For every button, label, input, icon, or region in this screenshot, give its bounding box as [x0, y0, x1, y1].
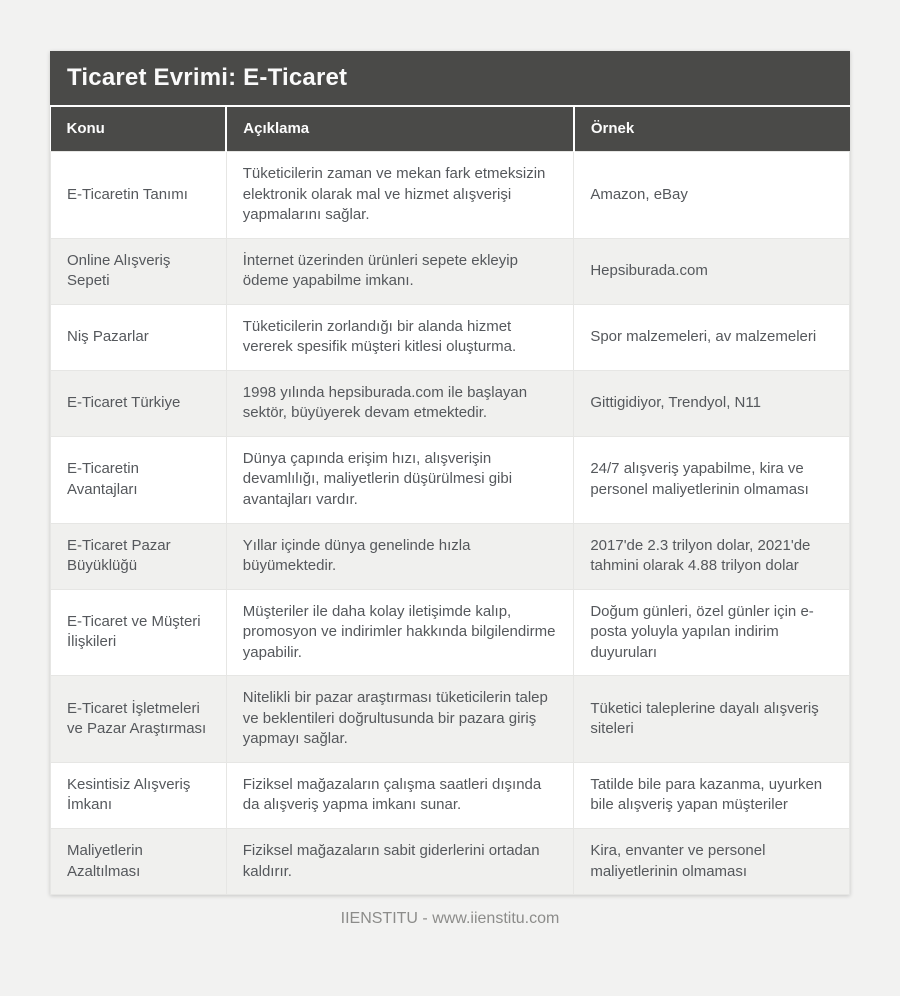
column-header-ornek: Örnek — [574, 107, 850, 152]
table-row — [51, 589, 850, 676]
table-row — [51, 676, 850, 763]
description-cell: Fiziksel mağazaların sabit giderlerini ortadan kaldırır. — [226, 829, 574, 895]
table-row — [51, 370, 850, 436]
topic-cell: E-Ticaret İşletmeleri ve Pazar Araştırması — [51, 676, 227, 763]
example-cell: Spor malzemeleri, av malzemeleri — [574, 304, 850, 370]
example-cell: Amazon, eBay — [574, 152, 850, 239]
topic-cell: E-Ticaret ve Müşteri İlişkileri — [51, 589, 227, 676]
topic-cell: E-Ticaretin Avantajları — [51, 436, 227, 523]
description-cell: Müşteriler ile daha kolay iletişimde kalıp, promosyon ve indirimler hakkında bilgilendirme yapabilir. — [226, 589, 574, 676]
example-cell: Gittigidiyor, Trendyol, N11 — [574, 370, 850, 436]
column-header-konu: Konu — [51, 107, 227, 152]
table-body — [51, 152, 850, 895]
example-cell: 2017'de 2.3 trilyon dolar, 2021'de tahmini olarak 4.88 trilyon dolar — [574, 523, 850, 589]
commerce-table — [50, 107, 850, 895]
description-cell: Yıllar içinde dünya genelinde hızla büyümektedir. — [226, 523, 574, 589]
topic-cell: Online Alışveriş Sepeti — [51, 238, 227, 304]
column-header-aciklama: Açıklama — [226, 107, 574, 152]
example-cell: Doğum günleri, özel günler için e-posta yoluyla yapılan indirim duyuruları — [574, 589, 850, 676]
description-cell: 1998 yılında hepsiburada.com ile başlayan sektör, büyüyerek devam etmektedir. — [226, 370, 574, 436]
topic-cell: Maliyetlerin Azaltılması — [51, 829, 227, 895]
card-title: Ticaret Evrimi: E-Ticaret — [50, 51, 850, 107]
table-row — [51, 238, 850, 304]
example-cell: 24/7 alışveriş yapabilme, kira ve personel maliyetlerinin olmaması — [574, 436, 850, 523]
description-cell: Fiziksel mağazaların çalışma saatleri dışında da alışveriş yapma imkanı sunar. — [226, 762, 574, 828]
table-row — [51, 523, 850, 589]
example-cell: Hepsiburada.com — [574, 238, 850, 304]
description-cell: Tüketicilerin zorlandığı bir alanda hizmet vererek spesifik müşteri kitlesi oluşturma. — [226, 304, 574, 370]
table-header — [51, 107, 850, 152]
table-row — [51, 304, 850, 370]
commerce-evolution-card — [50, 51, 850, 895]
table-header-row — [51, 107, 850, 152]
table-row — [51, 152, 850, 239]
topic-cell: E-Ticaret Türkiye — [51, 370, 227, 436]
footer-credit: IIENSTITU - www.iienstitu.com — [340, 910, 560, 928]
description-cell: Dünya çapında erişim hızı, alışverişin devamlılığı, maliyetlerin düşürülmesi gibi avantajları vardır. — [226, 436, 574, 523]
example-cell: Tüketici taleplerine dayalı alışveriş siteleri — [574, 676, 850, 763]
description-cell: İnternet üzerinden ürünleri sepete ekleyip ödeme yapabilme imkanı. — [226, 238, 574, 304]
table-row — [51, 762, 850, 828]
topic-cell: Kesintisiz Alışveriş İmkanı — [51, 762, 227, 828]
example-cell: Kira, envanter ve personel maliyetlerinin olmaması — [574, 829, 850, 895]
topic-cell: Niş Pazarlar — [51, 304, 227, 370]
description-cell: Nitelikli bir pazar araştırması tüketicilerin talep ve beklentileri doğrultusunda bir pazara giriş yapmayı sağlar. — [226, 676, 574, 763]
table-row — [51, 436, 850, 523]
description-cell: Tüketicilerin zaman ve mekan fark etmeksizin elektronik olarak mal ve hizmet alışverişi yapmalarını sağlar. — [226, 152, 574, 239]
example-cell: Tatilde bile para kazanma, uyurken bile alışveriş yapan müşteriler — [574, 762, 850, 828]
topic-cell: E-Ticaretin Tanımı — [51, 152, 227, 239]
table-row — [51, 829, 850, 895]
topic-cell: E-Ticaret Pazar Büyüklüğü — [51, 523, 227, 589]
